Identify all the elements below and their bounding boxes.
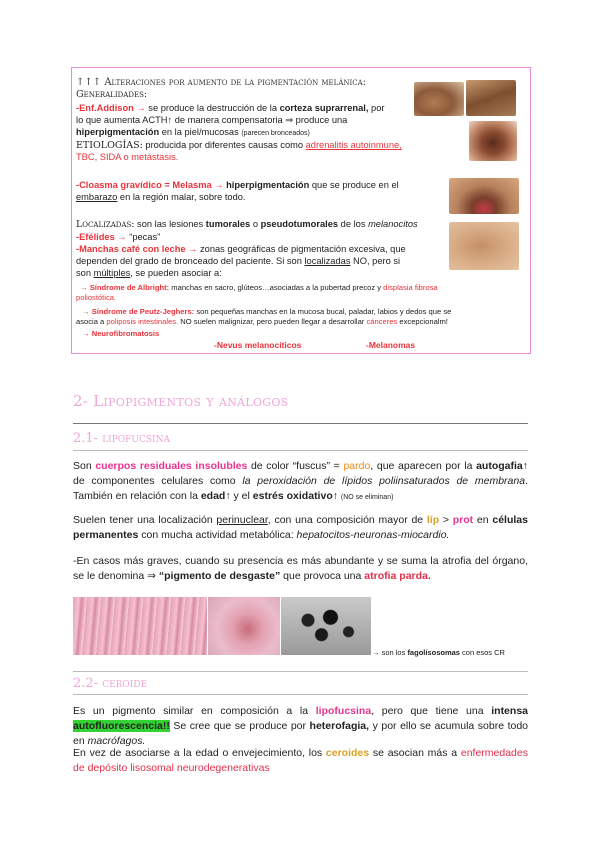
addison-line-1: -Enf.Addison → se produce la destrucción de la corteza suprarrenal, por <box>76 103 385 113</box>
cloasma-line-2: embarazo en la región malar, sobre todo. <box>76 192 246 202</box>
manchas-line-2: dependen del grado de bronceado del paciente. Si son localizadas NO, pero si <box>76 256 401 266</box>
ceroide-paragraph-2: En vez de asociarse a la edad o envejecimiento, los ceroides se asocian más a enfermedades de depósito lisosomal neurodegenerativas <box>73 747 528 774</box>
section-2-title: 2- Lipopigmentos y análogos <box>73 392 289 410</box>
section-2-2-title: 2.2- ceroide <box>73 676 148 691</box>
section-2-2-top-divider <box>73 671 528 672</box>
nevus-label: -Nevus melanocíticos <box>214 340 302 350</box>
section-2-1-title: 2.1- lipofucsina <box>73 431 170 446</box>
peutz-line-1: → Síndrome de Peutz-Jeghers: son pequeñas manchas en la mucosa bucal, paladar, labios y dedos que se <box>82 307 452 316</box>
cloasma-line-1: -Cloasma gravídico = Melasma → hiperpigmentación que se produce en el <box>76 180 399 190</box>
ceroide-paragraph-1: Es un pigmento similar en composición a la lipofucsina, pero que tiene una intensa autofluorescencia!! Se cree que se produce por heterofagia, y por ello se acumula sobre todo en macrófagos. <box>73 705 528 747</box>
efelides-line: -Efélides → “pecas” <box>76 232 161 242</box>
melanomas-label: -Melanomas <box>366 340 416 350</box>
electron-microscopy-photo <box>281 597 371 655</box>
addison-mucosa-photo <box>469 121 517 161</box>
myocardium-histology-photo <box>73 597 207 655</box>
addison-line-3: hiperpigmentación en la piel/mucosas (parecen bronceados) <box>76 127 310 137</box>
section-2-2-divider <box>73 694 528 695</box>
lipofucsina-paragraph-2: Suelen tener una localización perinuclear, con una composición mayor de líp > prot en células permanentes con mucha actividad metabólica: hepatocitos-neuronas-miocardio. <box>73 514 528 541</box>
localizadas-line: Localizadas: son las lesiones tumorales o pseudotumorales de los melanocitos <box>76 219 418 230</box>
lipofucsina-paragraph-1: Son cuerpos residuales insolubles de color “fuscus” = pardo, que aparecen por la autogafia↑ de componentes celulares como la peroxidación de lípidos poliinsaturados de membrana. También en relación con la edad↑ y el estrés oxidativo↑ (NO se eliminan) <box>73 460 528 502</box>
peutz-line-2: asocia a poliposis intestinales. NO suelen malignizar, pero pueden llegar a desarrollar cánceres excepcionalm! <box>76 317 448 326</box>
manchas-line-3: son múltiples, se pueden asociar a: <box>76 268 222 278</box>
addison-line-2: lo que aumenta ACTH↑ de manera compensatoria ⇒ produce una <box>76 115 348 125</box>
etiologias-link: adrenalitis autoinmune, <box>305 140 402 150</box>
albright-line-1: → Síndrome de Albright: manchas en sacro, glúteos…asociadas a la pubertad precoz y displasia fibrosa <box>80 283 438 292</box>
generalidades-label: Generalidades: <box>76 89 148 100</box>
fagolisosomas-caption: → son los fagolisosomas con esos CR <box>372 648 505 657</box>
etiologias-line-2: TBC, SIDA o metástasis. <box>76 152 179 162</box>
lipofucsina-paragraph-3: -En casos más graves, cuando su presencia es más abundante y se suma la atrofia del órgano, se le denomina ⇒ “pigmento de desgaste” que provoca una atrofia parda. <box>73 555 528 582</box>
neuron-histology-photo <box>208 597 280 655</box>
albright-line-2: poliostótica. <box>76 293 117 302</box>
cafe-con-leche-photo <box>449 222 519 270</box>
box-title: ↑↑↑ Alteraciones por aumento de la pigmentación melánica: <box>76 77 367 88</box>
section-2-divider <box>73 423 528 424</box>
addison-feet-photo <box>466 80 516 116</box>
manchas-line-1: -Manchas café con leche → zonas geográficas de pigmentación excesiva, que <box>76 244 406 254</box>
etiologias-line: ETIOLOGÍAS: producida por diferentes causas como adrenalitis autoinmune, <box>76 140 402 151</box>
section-2-1-divider <box>73 450 528 451</box>
neurofibromatosis: → Neurofibromatosis <box>82 329 160 338</box>
melasma-photo <box>449 178 519 214</box>
addison-hands-photo <box>414 82 464 116</box>
